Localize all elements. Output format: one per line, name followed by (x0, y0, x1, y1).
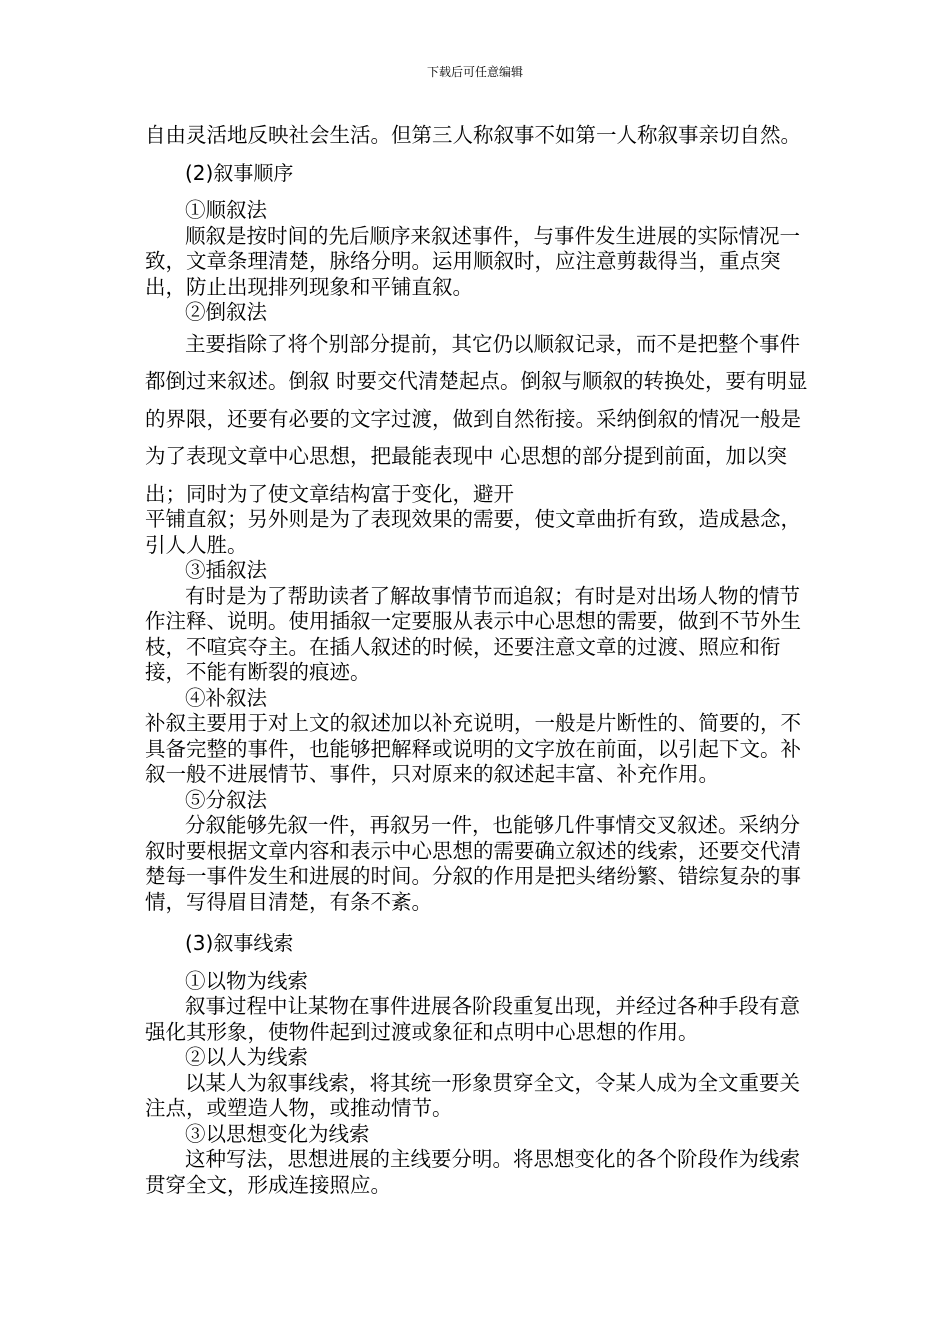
heading-narrative-clue: (3)叙事线索 (185, 931, 294, 955)
subheading-interpolation: ③插叙法 (185, 558, 267, 582)
paragraph-supplementary: 补叙主要用于对上文的叙述加以补充说明，一般是片断性的、简要的，不具备完整的事件，也能够把解释或说明的文字放在前面，以引起下文。补叙一般不进展情节、事件，只对原来的叙述起丰富、补充作用。 (145, 711, 801, 786)
paragraph-person-narration: 自由灵活地反映社会生活。但第三人称叙事不如第一人称叙事亲切自然。 (145, 123, 801, 147)
subheading-chronological: ①顺叙法 (185, 198, 267, 222)
paragraph-chronological: 顺叙是按时间的先后顺序来叙述事件，与事件发生进展的实际情况一致，文章条理清楚，脉络分明。运用顺叙时，应注意剪裁得当，重点突出，防止出现排列现象和平铺直叙。 (145, 223, 800, 299)
paragraph-object-clue: 叙事过程中让某物在事件进展各阶段重复出现，并经过各种手段有意强化其形象，使物件起到过渡或象征和点明中心思想的作用。 (145, 994, 800, 1044)
page-header: 下载后可任意编辑 (426, 65, 523, 79)
paragraph-interpolation: 有时是为了帮助读者了解故事情节而追叙；有时是对出场人物的情节作注释、说明。使用插叙一定要服从表示中心思想的需要，做到不节外生枝，不喧宾夺主。在插人叙述的时候，还要注意文章的过渡、照应和衔接，不能有断裂的痕迹。 (145, 583, 801, 684)
heading-narrative-order: (2)叙事顺序 (185, 160, 294, 185)
paragraph-thought-clue: 这种写法，思想进展的主线要分明。将思想变化的各个阶段作为线索贯穿全文，形成连接照应。 (145, 1147, 800, 1197)
subheading-flashback: ②倒叙法 (185, 300, 267, 324)
subheading-thought-clue: ③以思想变化为线索 (185, 1121, 370, 1146)
paragraph-flashback-part1: 主要指除了将个别部分提前，其它仍以顺叙记录，而不是把整个事件都倒过来叙述。倒叙 时要交代清楚起点。倒叙与顺叙的转换处，要有明显的界限，还要有必要的文字过渡，做到自然衔接。采纳倒叙的情况一般是为了表现文章中心思想，把最能表现中 心思想的部分提到前面，加以突出；同时为了使文章结构富于变化，避开 (145, 331, 808, 506)
subheading-object-clue: ①以物为线索 (185, 968, 308, 993)
subheading-person-clue: ②以人为线索 (185, 1045, 308, 1069)
document-body (145, 123, 810, 1198)
subheading-supplementary: ④补叙法 (185, 685, 267, 710)
paragraph-parallel: 分叙能够先叙一件，再叙另一件，也能够几件事情交叉叙述。采纳分叙时要根据文章内容和表示中心思想的需要确立叙述的线索，还要交代清楚每一事件发生和进展的时间。分叙的作用是把头绪纷繁、错综复杂的事情，写得眉目清楚，有条不紊。 (145, 813, 801, 914)
paragraph-flashback-part2: 平铺直叙；另外则是为了表现效果的需要，使文章曲折有致，造成悬念，引人人胜。 (145, 507, 801, 557)
subheading-parallel: ⑤分叙法 (185, 787, 267, 812)
paragraph-person-clue: 以某人为叙事线索，将其统一形象贯穿全文，令某人成为全文重要关注点，或塑造人物，或推动情节。 (145, 1070, 800, 1120)
